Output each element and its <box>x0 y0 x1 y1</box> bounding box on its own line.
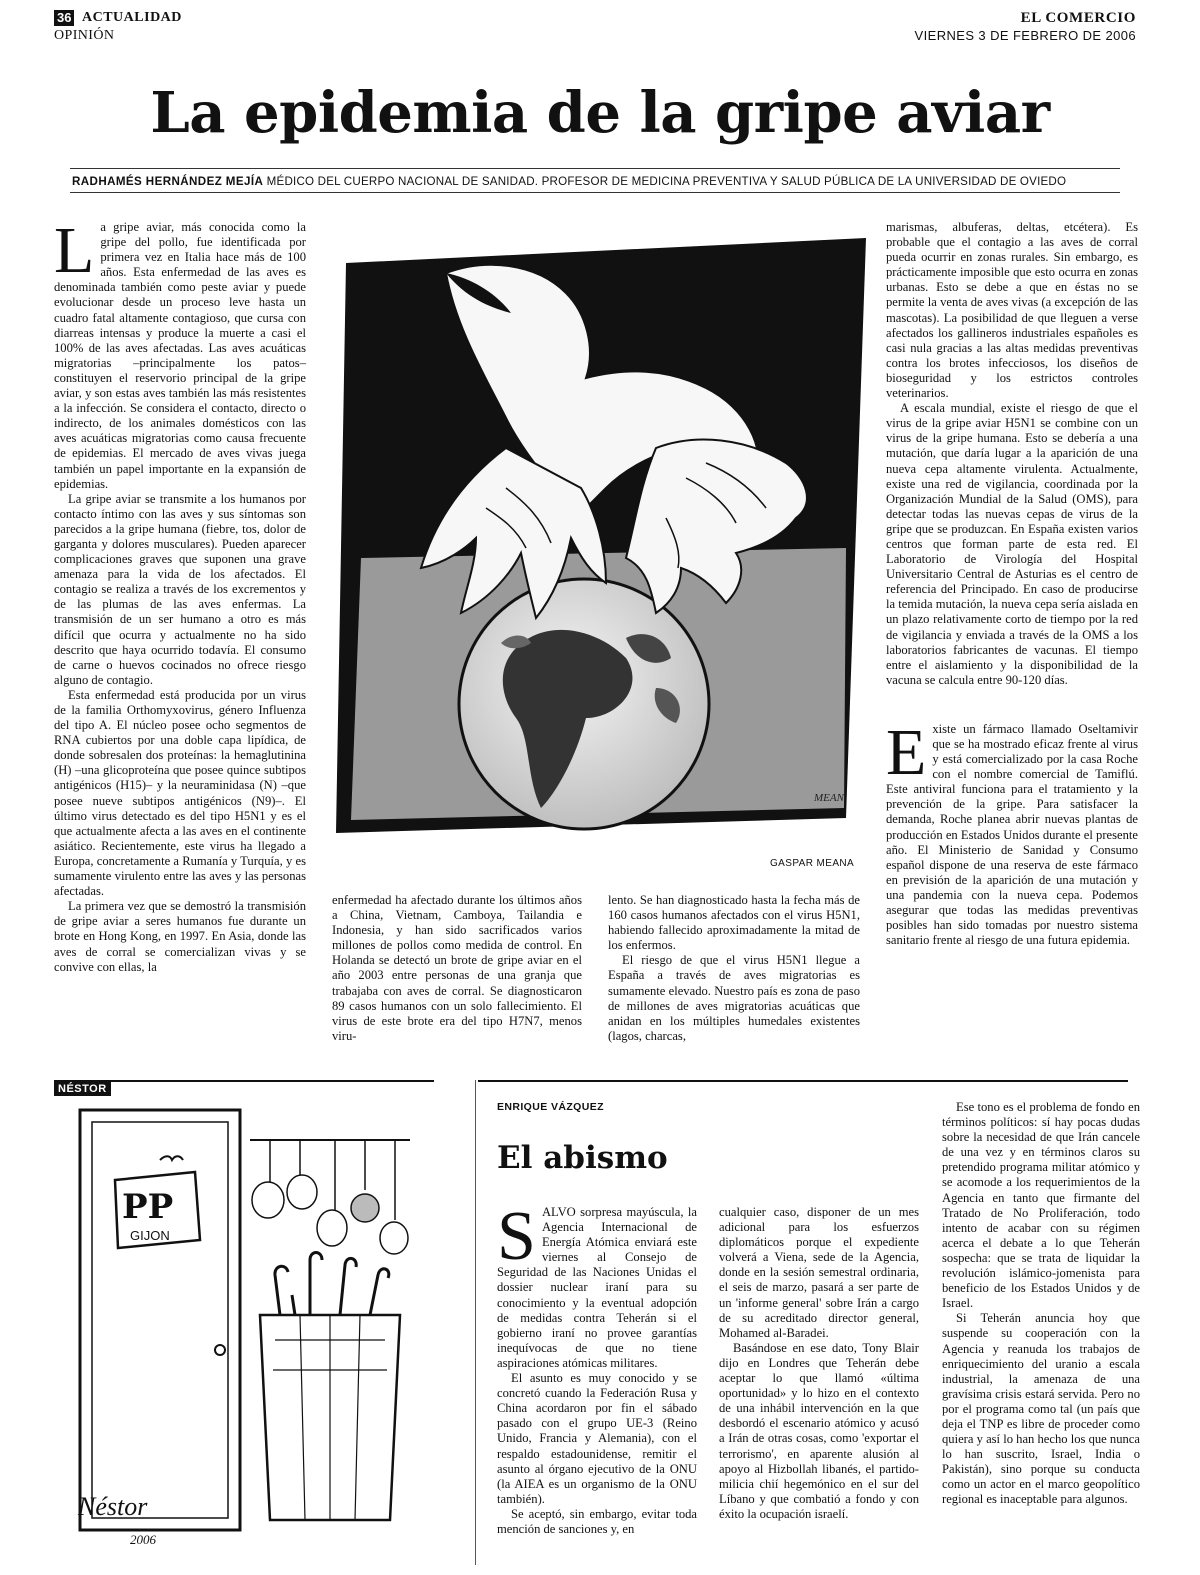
article-column-1 <box>54 214 306 1040</box>
divider <box>70 168 1120 169</box>
illustration-credit: GASPAR MEANA <box>770 858 855 869</box>
byline <box>72 175 1132 188</box>
subsection-label: OPINIÓN <box>54 28 115 43</box>
drop-cap: E <box>886 715 927 789</box>
column2-col1 <box>497 1198 697 1570</box>
drop-cap: S <box>497 1198 536 1275</box>
column-title: El abismo <box>497 1140 668 1176</box>
paragraph: Si Teherán anuncia hoy que suspende su cooperación con la Agencia y reanuda los trabajos de enriquecimiento del uranio a escala industrial, la amenaza de una gravísima crisis estará servida. Pero no por el programa como tal (un país que deja el TNP es libre de proceder como quiera y así lo han hecho los que nunca lo han suscrito, Israel, India o Pakistán), sino porque su conducta como un actor en el marco geopolítico regional es inaceptable para algunos. <box>942 1311 1140 1507</box>
divider <box>70 192 1120 193</box>
dove-globe-illustration <box>326 218 866 836</box>
paragraph: La gripe aviar se transmite a los humanos por contacto íntimo con las aves y sus síntomas son parecidos a la gripe humana (fiebre, tos, dolor de garganta y dolores musculares). Pueden aparecer complicaciones graves que suponen una grave amenaza para la vida de los afectados. El contagio se realiza a través de los excrementos y de las plumas de las aves enfermas. La transmisión de un ser humano a otro es más difícil que ocurra y actualmente no ha sido descrito que haya ocurrido todavía. El consumo de carne o huevos cocinados no ofrece riesgo alguno de contagio. <box>54 491 306 687</box>
article-column-2 <box>332 893 582 1043</box>
newspaper-name: EL COMERCIO <box>1020 10 1136 26</box>
paragraph: Esta enfermedad está producida por un virus de la familia Orthomyxovirus, género Influenza del tipo A. El núcleo posee ocho segmentos de RNA cubiertos por una doble capa lipídica, de donde sobresalen dos proteínas: la hemaglutinina (H) –una glicoproteína que posee quince subtipos antigénicos (H15)– y la neuraminidasa (N) –que posee nueve subtipos antigénicos (N9)–. El último virus detectado es del tipo H5N1 y es el que actualmente afecta a las aves en el continente asiático. Recientemente, este virus ha llegado a Europa, concretamente a Rumanía y Turquía, y es sumamente virulento entre las aves y las personas afectadas. <box>54 687 306 899</box>
paragraph: El asunto es muy conocido y se concretó cuando la Federación Rusa y China acordaron por fin el sábado pasado con el grupo UE-3 (Reino Unido, Francia y Alemania), con el respaldo estadounidense, remitir el asunto al órgano ejecutivo de la ONU (la AIEA es un organismo de la ONU también). <box>497 1371 697 1506</box>
pp-sign-city: GIJON <box>130 1228 170 1243</box>
pp-sign-text: PP <box>122 1187 174 1227</box>
divider <box>54 1080 434 1082</box>
paragraph: marismas, albuferas, deltas, etcétera). Es probable que el contagio a las aves de corral pueda ocurrir en zonas rurales. Sin embargo, es prácticamente imposible que esto ocurra en zonas urbanas. Esto se debe a que en éstas no se permite la venta de aves vivas (a excepción de las mascotas). La posibilidad de que lleguen a verse afectados los gallineros industriales españoles es casi nula gracias a las altas medidas preventivas contra los brotes infecciosos, los diseños de bioseguridad y los estrictos controles veterinarios. <box>886 220 1138 401</box>
column2-col2 <box>719 1205 919 1570</box>
paragraph: xiste un fármaco llamado Oseltamivir que se ha mostrado eficaz frente al virus y está comercializado por la casa Roche con el nombre comercial de Tamiflú. Este antiviral funciona para el tratamiento y la prevención de la gripe. Para satisfacer la demanda, Roche planea abrir nuevas plantas de producción en Estados Unidos durante el presente año. El Ministerio de Sanidad y Consumo español dispone de una reserva de este fármaco en previsión de la aparición de una mutación y una pandemia con la nueva cepa. Podemos asegurar que todas las medidas preventivas posibles han sido tomadas por nuestro sistema sanitario frente al riesgo de una futura epidemia. <box>886 721 1138 948</box>
article-column-4 <box>886 220 1138 1050</box>
paragraph: cualquier caso, disponer de un mes adicional para los esfuerzos diplomáticos porque el expediente volverá a Viena, sede de la Agencia, donde en la sesión semestral ordinaria, el seis de marzo, pasará a ser parte de un 'informe general' sobre Irán a cargo de su acreditado director general, Mohamed al-Baradei. <box>719 1205 919 1340</box>
paragraph: lento. Se han diagnosticado hasta la fecha más de 160 casos humanos afectados con el virus H5N1, habiendo fallecido aproximadamente la mitad de los enfermos. <box>608 893 860 953</box>
column2-col3 <box>942 1100 1140 1570</box>
cartoon-label: NÉSTOR <box>54 1082 111 1096</box>
author-name: RADHAMÉS HERNÁNDEZ MEJÍA <box>72 175 264 188</box>
divider <box>478 1080 1128 1082</box>
paragraph: El riesgo de que el virus H5N1 llegue a España a través de aves migratorias es sumamente elevado. Nuestro país es zona de paso de millones de aves migratorias acuáticas que anidan en los múltiples humedales existentes (lagos, charcas, <box>608 953 860 1043</box>
paragraph: a gripe aviar, más conocida como la gripe del pollo, fue identificada por primera vez en Italia hace más de 100 años. Esta enfermedad de las aves es denominada también como peste aviar y puede evolucionar desde un proceso leve hasta un cuadro fatal altamente contagioso, que cursa con diarreas intensas y produce la muerte a casi el 100% de las aves afectadas. Las aves acuáticas migratorias –principalmente los patos– constituyen el reservorio principal de la gripe aviar, y son estas aves también las más resistentes a la infección. Se considera el contacto, directo o indirecto, de los animales domésticos con las aves acuáticas migratorias como causa frecuente de epidemias. El mercado de aves vivas juega también un papel importante en la expansión de epidemias. <box>54 220 306 491</box>
section-label: ACTUALIDAD <box>82 10 182 25</box>
paragraph: Se aceptó, sin embargo, evitar toda mención de sanciones y, en <box>497 1506 697 1536</box>
cartoon-drawing <box>60 1100 430 1560</box>
drop-cap: L <box>54 214 95 287</box>
paragraph: La primera vez que se demostró la transmisión de gripe aviar a seres humanos fue durante un brote en Hong Kong, en 1997. En Asia, donde las aves de corral se comercializan vivas y se convive con ellas, la <box>54 899 306 974</box>
column-author: ENRIQUE VÁZQUEZ <box>497 1101 604 1113</box>
article-column-3 <box>608 893 860 1043</box>
article-headline: La epidemia de la gripe aviar <box>150 80 1050 146</box>
paragraph: Ese tono es el problema de fondo en términos políticos: sí hay pocas dudas sobre la necesidad de que Irán cancele de una vez y en términos claros su pretendido programa militar atómico y se acomode a los requerimientos de la Agencia en tanto que firmante del Tratado de No Proliferación, todo intento de acabar con su régimen acerca el debate a lo que Teherán sospecha: que se trata de liquidar la revolución islámico-jomenista para beneficio de los Estados Unidos y de Israel. <box>942 1100 1140 1311</box>
page-number: 36 <box>54 10 74 26</box>
author-title: MÉDICO DEL CUERPO NACIONAL DE SANIDAD. PROFESOR DE MEDICINA PREVENTIVA Y SALUD PÚBLICA DE LA UNIVERSIDAD DE OVIEDO <box>266 175 1067 188</box>
cartoon-signature: Néstor <box>78 1492 148 1521</box>
paragraph: ALVO sorpresa mayúscula, la Agencia Internacional de Energía Atómica enviará este viernes al Consejo de Seguridad de las Naciones Unidas el dossier nuclear iraní para su conocimiento y la eventual adopción de medidas contra Teherán si el gobierno iraní no provee garantías inequívocas de que no tiene aspiraciones atómicas militares. <box>497 1205 697 1370</box>
paragraph: enfermedad ha afectado durante los últimos años a China, Vietnam, Camboya, Tailandia e Indonesia, y han sido sacrificados varios millones de pollos como medida de control. En Holanda se detectó un brote de gripe aviar en el año 2003 entre personas de una granja que trabajaba con aves de corral. Se diagnosticaron 89 casos humanos con un solo fallecimiento. El virus de este brote era del tipo H7N7, menos viru- <box>332 893 582 1043</box>
paragraph: A escala mundial, existe el riesgo de que el virus de la gripe aviar H5N1 se combine con un virus de la gripe humana. Esto se debería a una mutación, que daría lugar a la aparición de una nueva cepa altamente virulenta. Actualmente, existe una red de vigilancia, coordinada por la Organización Mundial de la Salud (OMS), para detectar todas las nuevas cepas de virus de la gripe que se produzcan. En España existen varios centros que forman parte de esta red. El Laboratorio de Virología del Hospital Universitario Central de Asturias es el centro de referencia del Principado. En caso de producirse la temida mutación, la nueva cepa sería aislada en un plazo relativamente corto de tiempo por la red de vigilancia y enviada a través de la OMS a los laboratorios fabricantes de vacunas. El tiempo entre el aislamiento y la disponibilidad de la vacuna se calcula entre 90-120 días. <box>886 401 1138 687</box>
paragraph: Basándose en ese dato, Tony Blair dijo en Londres que Teherán debe aceptar lo que llamó «última oportunidad» y lo hizo en el contexto de una inhábil intervención en la que desbordó el escenario atómico y acusó a Irán de otras cosas, como 'exportar el terrorismo', en aparente alusión al apoyo al Hizbollah libanés, el partido-milicia chií hegemónico en el sur del Líbano y que combatió a fondo y con éxito la ocupación israelí. <box>719 1340 919 1521</box>
cartoon-year: 2006 <box>130 1532 156 1547</box>
column-divider <box>475 1080 476 1565</box>
issue-date: VIERNES 3 DE FEBRERO DE 2006 <box>914 28 1136 43</box>
illustration-signature: MEAN <box>814 792 844 804</box>
